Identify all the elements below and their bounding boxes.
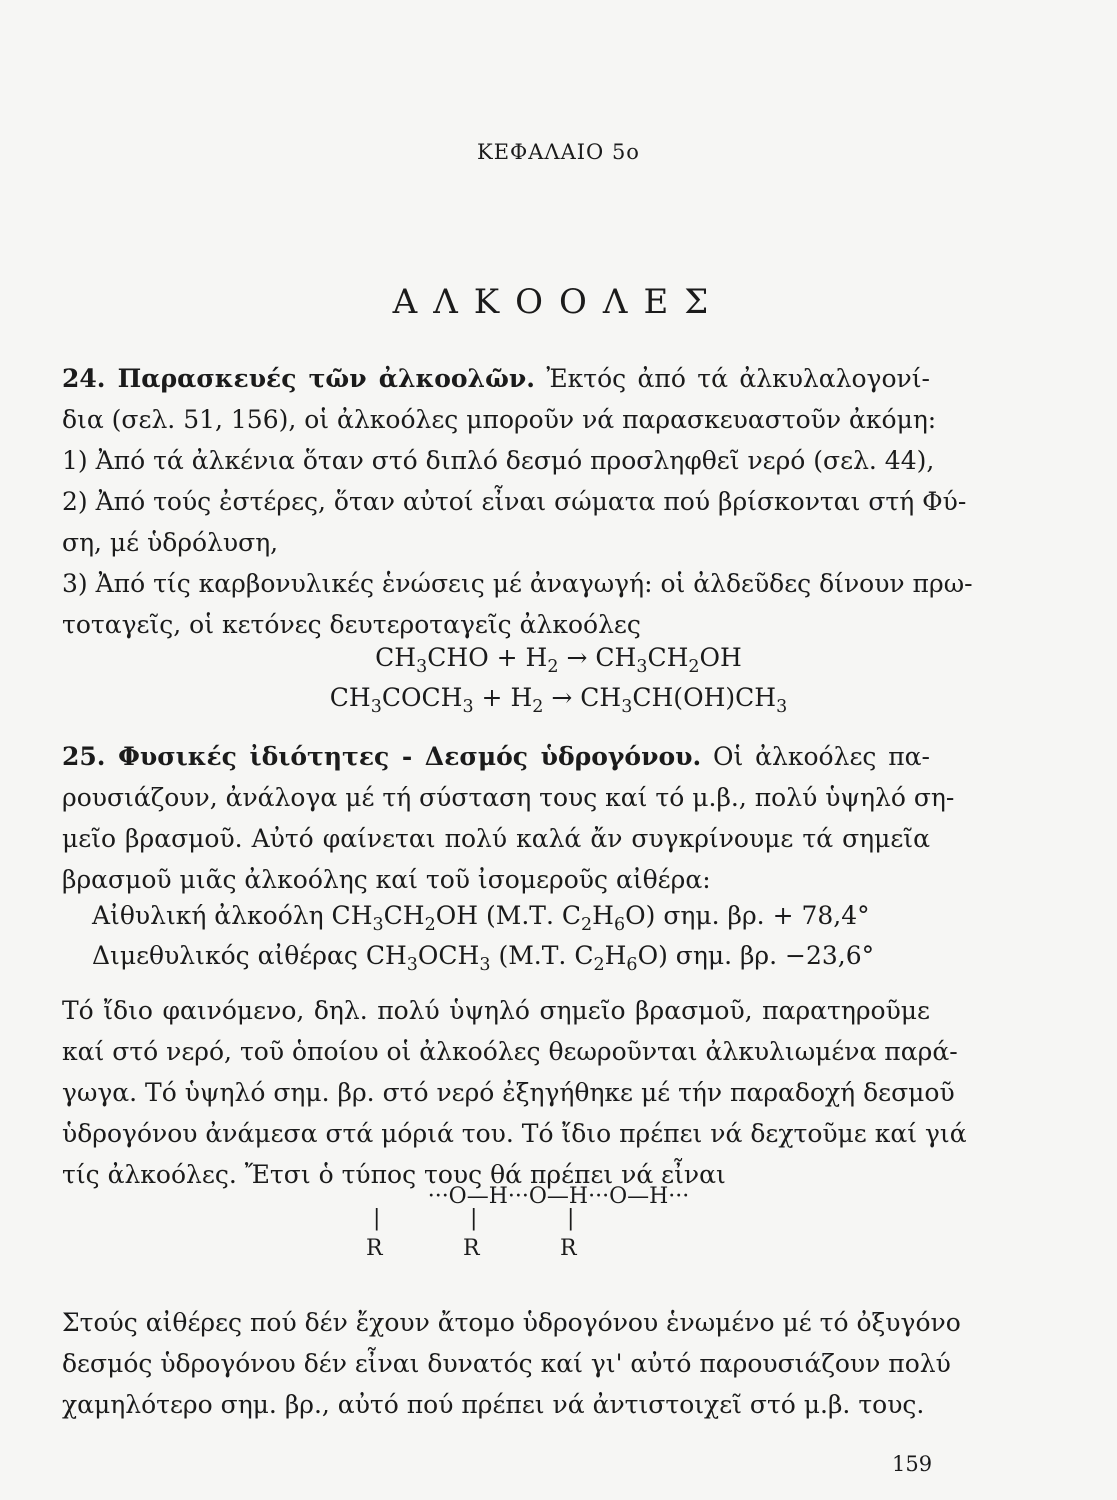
section-24-line: ση, μέ ὑδρόλυση, (62, 528, 279, 557)
paragraph-line: γωγα. Τό ὑψηλό σημ. βρ. στό νερό ἐξηγήθηκε μέ τήν παραδοχή δεσμοῦ (62, 1078, 955, 1107)
section-24-line: 2) Ἀπό τούς ἐστέρες, ὅταν αὐτοί εἶναι σώματα πού βρίσκονται στή Φύ- (62, 487, 967, 516)
chapter-title: ΑΛΚΟΟΛΕΣ (392, 282, 725, 322)
alkyl-group: R (560, 1236, 577, 1261)
paragraph-line: χαμηλότερο σημ. βρ., αὐτό πού πρέπει νά ἀντιστοιχεῖ στό μ.β. τους. (62, 1390, 925, 1419)
bond-bar: | (470, 1206, 478, 1231)
section-24-line: δια (σελ. 51, 156), οἱ ἀλκοόλες μποροῦν νά παρασκευαστοῦν ἀκόμη: (62, 405, 937, 434)
chapter-header: ΚΕΦΑΛΑΙΟ 5ο (477, 140, 640, 164)
paragraph-line: τίς ἀλκοόλες. Ἔτσι ὁ τύπος τους θά πρέπει νά εἶναι (62, 1160, 726, 1189)
alkyl-group: R (366, 1236, 383, 1261)
alkyl-group: R (463, 1236, 480, 1261)
paragraph-line: Τό ἴδιο φαινόμενο, δηλ. πολύ ὑψηλό σημεῖο βρασμοῦ, παρατηροῦμε (62, 996, 930, 1025)
paragraph-water-comparison (62, 990, 967, 1195)
section-25-line: ρουσιάζουν, ἀνάλογα μέ τή σύσταση τους καί τό μ.β., πολύ ὑψηλό ση- (62, 783, 955, 812)
page-number: 159 (892, 1452, 933, 1476)
section-24-line: 1) Ἀπό τά ἀλκένια ὅταν στό διπλό δεσμό προσληφθεῖ νερό (σελ. 44), (62, 446, 935, 475)
section-25-heading: 25. Φυσικές ἰδιότητες - Δεσμός ὑδρογόνου. (62, 742, 702, 771)
section-25-line: 25. Φυσικές ἰδιότητες - Δεσμός ὑδρογόνου. Οἱ ἀλκοόλες πα- (62, 742, 930, 771)
bond-bar: | (373, 1206, 381, 1231)
section-25-line: μεῖο βρασμοῦ. Αὐτό φαίνεται πολύ καλά ἄν συγκρίνουμε τά σημεῖα (62, 824, 930, 853)
equation-1: $CH_3CHO + H_2 \to CH_3CH_2OH$ (375, 643, 742, 677)
bond-bar: | (567, 1206, 575, 1231)
section-24-heading: 24. Παρασκευές τῶν ἀλκοολῶν. (62, 364, 535, 393)
section-24-line: 3) Ἀπό τίς καρβονυλικές ἑνώσεις μέ ἀναγωγή: οἱ ἀλδεῦδες δίνουν πρω- (62, 569, 973, 598)
paragraph-ethers (62, 1302, 961, 1425)
section-24-line: 24. Παρασκευές τῶν ἀλκοολῶν. Ἐκτός ἀπό τά ἀλκυλαλογονί- (62, 364, 930, 393)
section-24-line: τοταγεῖς, οἱ κετόνες δευτεροταγεῖς ἀλκοόλες (62, 610, 641, 639)
comparison-dimethyl-ether: Διμεθυλικός αἰθέρας $CH_3OCH_3$ (Μ.Τ. $C_2H_6O$) σημ. βρ. −23,6° (92, 941, 875, 975)
hydrogen-bond-chain: ···O—H···O—H···O—H··· (427, 1184, 690, 1209)
section-24 (62, 358, 973, 645)
paragraph-line: Στούς αἰθέρες πού δέν ἔχουν ἄτομο ὑδρογόνου ἑνωμένο μέ τό ὀξυγόνο (62, 1308, 961, 1337)
paragraph-line: καί στό νερό, τοῦ ὁποίου οἱ ἀλκοόλες θεωροῦνται ἀλκυλιωμένα παρά- (62, 1037, 958, 1066)
section-25-line: βρασμοῦ μιᾶς ἀλκοόλης καί τοῦ ἰσομεροῦς αἰθέρα: (62, 865, 711, 894)
equation-2: $CH_3COCH_3 + H_2 \to CH_3CH(OH)CH_3$ (329, 683, 788, 717)
section-25 (62, 736, 955, 900)
paragraph-line: ὑδρογόνου ἀνάμεσα στά μόριά του. Τό ἴδιο πρέπει νά δεχτοῦμε καί γιά (62, 1119, 967, 1148)
paragraph-line: δεσμός ὑδρογόνου δέν εἶναι δυνατός καί γι' αὐτό παρουσιάζουν πολύ (62, 1349, 951, 1378)
comparison-ethanol: Αἰθυλική ἀλκοόλη $CH_3CH_2OH$ (Μ.Τ. $C_2H_6O$) σημ. βρ. + 78,4° (92, 901, 870, 935)
